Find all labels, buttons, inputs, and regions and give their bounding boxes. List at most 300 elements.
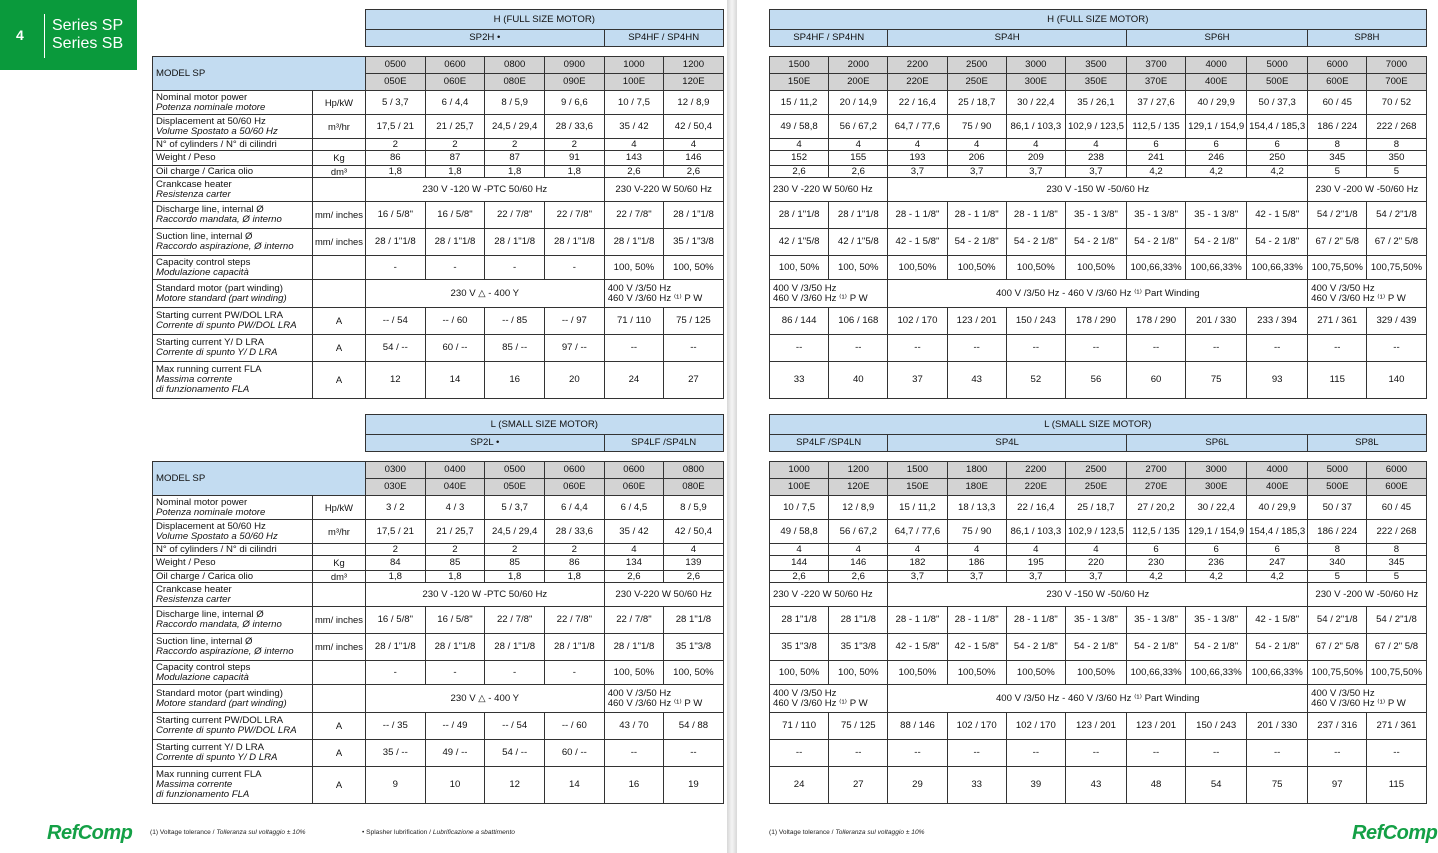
- model-code-e: 150E: [888, 479, 947, 496]
- model-code: 1800: [947, 462, 1006, 479]
- unit-cell: A: [313, 362, 366, 399]
- merged-value-cell: [604, 685, 723, 713]
- model-code: 7000: [1367, 57, 1426, 74]
- value-cell: 2,6: [604, 571, 664, 583]
- model-code-e: 500E: [1247, 74, 1308, 91]
- value-cell: 42 / 1"5/8: [770, 229, 829, 256]
- value-cell: 19: [664, 767, 724, 804]
- value-cell: 22 / 7/8": [604, 607, 664, 634]
- value-cell: 35 - 1 3/8": [1126, 607, 1185, 634]
- spec-row-label: [153, 767, 313, 804]
- value-cell: 25 / 18,7: [947, 91, 1006, 115]
- value-cell: 28 / 1"1/8: [829, 202, 888, 229]
- value-cell: 1,8: [425, 166, 485, 178]
- spec-row: [153, 139, 724, 151]
- model-code: 2500: [947, 57, 1006, 74]
- model-code-e: 050E: [485, 479, 545, 496]
- value-cell: 84: [365, 556, 425, 571]
- value-cell: -- / 49: [425, 713, 485, 740]
- value-cell: 20: [545, 362, 605, 399]
- value-cell: 100,66,33%: [1186, 661, 1247, 685]
- value-cell: 28 / 1"1/8: [770, 202, 829, 229]
- spec-row-label: [153, 202, 313, 229]
- spec-row-label: [153, 280, 313, 308]
- value-cell: 29: [888, 767, 947, 804]
- value-cell: -: [365, 661, 425, 685]
- model-code-e: 100E: [604, 74, 664, 91]
- spec-row: [153, 713, 724, 740]
- value-cell: 87: [485, 151, 545, 166]
- value-cell: 28 1"1/8: [770, 607, 829, 634]
- value-cell: 1,8: [545, 166, 605, 178]
- value-cell: 28 / 33,6: [545, 115, 605, 139]
- spec-row: [153, 256, 724, 280]
- page-gutter: [727, 0, 737, 853]
- model-code-e: 600E: [1367, 479, 1426, 496]
- value-cell: 115: [1367, 767, 1426, 804]
- unit-cell: [313, 583, 366, 607]
- value-cell: 60 / --: [425, 335, 485, 362]
- unit-cell: A: [313, 767, 366, 804]
- model-code-e: 060E: [545, 479, 605, 496]
- value-cell: --: [829, 740, 888, 767]
- model-code-e: 300E: [1006, 74, 1065, 91]
- model-code-e: 040E: [425, 479, 485, 496]
- model-code: 1500: [770, 57, 829, 74]
- value-cell: 35 1"3/8: [770, 634, 829, 661]
- value-cell: 50 / 37: [1308, 496, 1367, 520]
- model-code: 0600: [545, 462, 605, 479]
- merged-value-line: 230 V -120 W -PTC 50/60 Hz: [422, 588, 548, 600]
- value-cell: 28 / 1"1/8: [604, 229, 664, 256]
- value-cell: --: [1065, 335, 1126, 362]
- value-cell: 56 / 67,2: [829, 520, 888, 544]
- value-cell: 100, 50%: [664, 661, 724, 685]
- value-cell: 329 / 439: [1367, 308, 1426, 335]
- model-code: 0400: [425, 462, 485, 479]
- spec-row-label: [153, 139, 313, 151]
- footnote-lubrification-it: Lubrificazione a sbattimento: [432, 829, 515, 836]
- value-cell: 143: [604, 151, 664, 166]
- value-cell: 186: [947, 556, 1006, 571]
- value-cell: 3,7: [947, 166, 1006, 178]
- value-cell: 30 / 22,4: [1006, 91, 1065, 115]
- footnote-lubrification: [362, 829, 515, 836]
- model-code-e: 030E: [365, 479, 425, 496]
- spec-row: [153, 767, 724, 804]
- spec-row: [153, 178, 724, 202]
- model-code: 0500: [485, 462, 545, 479]
- value-cell: --: [1367, 740, 1426, 767]
- merged-value-line: 230 V △ - 400 Y: [450, 692, 520, 704]
- value-cell: 100,66,33%: [1247, 661, 1308, 685]
- value-cell: 178 / 290: [1126, 308, 1185, 335]
- label-english: Standard motor (part winding): [156, 687, 283, 699]
- value-cell: 4: [770, 139, 829, 151]
- value-cell: 112,5 / 135: [1126, 115, 1185, 139]
- label-english: Oil charge / Carica olio: [156, 165, 254, 177]
- merged-value-line: 230 V -200 W -50/60 Hz: [1315, 588, 1419, 600]
- value-cell: 60 / 45: [1308, 91, 1367, 115]
- merged-value-cell: [1308, 178, 1426, 202]
- merged-value-line: 460 V /3/60 Hz ⁽¹⁾ P W: [1311, 697, 1406, 709]
- label-italian: Corrente di spunto Y/ D LRA: [156, 752, 278, 763]
- value-cell: 5: [1308, 166, 1367, 178]
- spec-row: [153, 362, 724, 399]
- value-cell: 6: [1186, 139, 1247, 151]
- value-cell: 220: [1065, 556, 1126, 571]
- unit-cell: mm/ inches: [313, 229, 366, 256]
- value-cell: 5: [1308, 571, 1367, 583]
- label-italian: Potenza nominale motore: [156, 101, 266, 113]
- value-cell: 123 / 201: [947, 308, 1006, 335]
- value-cell: 340: [1308, 556, 1367, 571]
- value-cell: 16 / 5/8": [425, 607, 485, 634]
- value-cell: 134: [604, 556, 664, 571]
- motor-size-group-header: H (FULL SIZE MOTOR): [365, 10, 723, 30]
- unit-cell: dm³: [313, 166, 366, 178]
- value-cell: 5 / 3,7: [365, 91, 425, 115]
- value-cell: 97: [1308, 767, 1367, 804]
- value-cell: 4: [947, 544, 1006, 556]
- spec-row: [770, 583, 1427, 607]
- model-code: 6000: [1308, 57, 1367, 74]
- value-cell: 28 / 1"1/8: [545, 634, 605, 661]
- value-cell: 195: [1006, 556, 1065, 571]
- model-code-e: 060E: [425, 74, 485, 91]
- value-cell: --: [1308, 740, 1367, 767]
- value-cell: 2,6: [604, 166, 664, 178]
- value-cell: 18 / 13,3: [947, 496, 1006, 520]
- value-cell: --: [664, 335, 724, 362]
- value-cell: 54 - 2 1/8": [1247, 634, 1308, 661]
- value-cell: 8: [1308, 139, 1367, 151]
- value-cell: 8 / 5,9: [485, 91, 545, 115]
- merged-value-cell: [604, 280, 723, 308]
- spec-row: [153, 229, 724, 256]
- spec-row-label: [153, 544, 313, 556]
- merged-value-line: 230 V △ - 400 Y: [450, 287, 520, 299]
- header-gap: [770, 452, 1427, 462]
- value-cell: 100, 50%: [829, 661, 888, 685]
- value-cell: 42 - 1 5/8": [888, 229, 947, 256]
- value-cell: 102 / 170: [947, 713, 1006, 740]
- value-cell: 54 - 2 1/8": [1006, 229, 1065, 256]
- value-cell: 35 / 42: [604, 115, 664, 139]
- spec-row: [770, 362, 1427, 399]
- value-cell: 28 / 1"1/8: [425, 229, 485, 256]
- value-cell: 1,8: [485, 571, 545, 583]
- value-cell: 56 / 67,2: [829, 115, 888, 139]
- value-cell: 6 / 4,5: [604, 496, 664, 520]
- value-cell: 54 / 2"1/8: [1367, 607, 1426, 634]
- merged-value-line: 460 V /3/60 Hz ⁽¹⁾ P W: [773, 292, 868, 304]
- spec-row-label: [153, 362, 313, 399]
- spec-row: [770, 139, 1427, 151]
- value-cell: 154,4 / 185,3: [1247, 115, 1308, 139]
- value-cell: 2,6: [770, 166, 829, 178]
- unit-cell: A: [313, 335, 366, 362]
- value-cell: 33: [947, 767, 1006, 804]
- label-english: N° of cylinders / N° di cilindri: [156, 138, 277, 150]
- label-english: Crankcase heater: [156, 178, 232, 190]
- model-sp-label: MODEL SP: [153, 462, 366, 496]
- value-cell: 2,6: [770, 571, 829, 583]
- value-cell: 24: [770, 767, 829, 804]
- section-number: 4: [16, 27, 24, 43]
- model-code-e: 150E: [770, 74, 829, 91]
- value-cell: 64,7 / 77,6: [888, 115, 947, 139]
- value-cell: 100, 50%: [770, 256, 829, 280]
- merged-value-cell: [604, 178, 723, 202]
- motor-size-group-header: L (SMALL SIZE MOTOR): [770, 415, 1427, 435]
- value-cell: 2,6: [664, 166, 724, 178]
- spec-row: [770, 91, 1427, 115]
- value-cell: --: [1367, 335, 1426, 362]
- value-cell: --: [1247, 740, 1308, 767]
- value-cell: 129,1 / 154,9: [1186, 115, 1247, 139]
- section-tab-divider: [44, 14, 45, 58]
- table-sp4h-sp8h-full-size: [769, 9, 1427, 399]
- spec-row: [770, 335, 1427, 362]
- value-cell: --: [604, 335, 664, 362]
- value-cell: 6 / 4,4: [545, 496, 605, 520]
- value-cell: 27 / 20,2: [1126, 496, 1185, 520]
- label-english: Nominal motor power: [156, 496, 248, 508]
- value-cell: 12 / 8,9: [664, 91, 724, 115]
- unit-cell: m³/hr: [313, 115, 366, 139]
- value-cell: 2: [425, 139, 485, 151]
- model-code: 1000: [770, 462, 829, 479]
- value-cell: 35 - 1 3/8": [1126, 202, 1185, 229]
- merged-value-line: 400 V /3/50 Hz - 460 V /3/60 Hz ⁽¹⁾ Part Winding: [995, 287, 1200, 299]
- series-header-sp8l: SP8L: [1308, 435, 1426, 452]
- value-cell: --: [1126, 335, 1185, 362]
- spec-row: [770, 556, 1427, 571]
- model-code: 0300: [365, 462, 425, 479]
- spec-row: [770, 634, 1427, 661]
- value-cell: 100,50%: [888, 256, 947, 280]
- value-cell: 100,75,50%: [1367, 256, 1426, 280]
- value-cell: 71 / 110: [770, 713, 829, 740]
- value-cell: 150 / 243: [1006, 308, 1065, 335]
- value-cell: 4,2: [1186, 571, 1247, 583]
- label-english: Capacity control steps: [156, 661, 251, 673]
- value-cell: 85: [425, 556, 485, 571]
- header-spacer: [153, 10, 366, 30]
- value-cell: 25 / 18,7: [1065, 496, 1126, 520]
- value-cell: 186 / 224: [1308, 115, 1367, 139]
- value-cell: 35 1"3/8: [829, 634, 888, 661]
- value-cell: 35 - 1 3/8": [1065, 607, 1126, 634]
- series-header-sp6l: SP6L: [1126, 435, 1307, 452]
- value-cell: 1,8: [365, 166, 425, 178]
- value-cell: -- / 54: [485, 713, 545, 740]
- spec-row: [153, 685, 724, 713]
- value-cell: 16: [604, 767, 664, 804]
- model-code-e: 250E: [1065, 479, 1126, 496]
- value-cell: 4,2: [1247, 571, 1308, 583]
- value-cell: 3,7: [888, 571, 947, 583]
- merged-value-line: 230 V-220 W 50/60 Hz: [615, 183, 712, 195]
- value-cell: --: [888, 335, 947, 362]
- value-cell: 27: [829, 767, 888, 804]
- unit-cell: dm³: [313, 571, 366, 583]
- value-cell: 102,9 / 123,5: [1065, 115, 1126, 139]
- spec-row-label: [153, 335, 313, 362]
- value-cell: 40 / 29,9: [1247, 496, 1308, 520]
- value-cell: 21 / 25,7: [425, 520, 485, 544]
- spec-row: [770, 607, 1427, 634]
- model-code-e: 270E: [1126, 479, 1185, 496]
- spec-row-label: [153, 661, 313, 685]
- label-english: Suction line, internal Ø: [156, 636, 253, 647]
- value-cell: 106 / 168: [829, 308, 888, 335]
- value-cell: 5: [1367, 166, 1426, 178]
- spec-row: [770, 166, 1427, 178]
- model-code: 4000: [1247, 462, 1308, 479]
- value-cell: 237 / 316: [1308, 713, 1367, 740]
- value-cell: --: [1308, 335, 1367, 362]
- value-cell: 43 / 70: [604, 713, 664, 740]
- spec-row: [770, 661, 1427, 685]
- value-cell: 100,75,50%: [1308, 661, 1367, 685]
- value-cell: 222 / 268: [1367, 520, 1426, 544]
- value-cell: 144: [770, 556, 829, 571]
- label-english: Weight / Peso: [156, 557, 216, 568]
- spec-row: [153, 740, 724, 767]
- value-cell: 100,75,50%: [1308, 256, 1367, 280]
- value-cell: 28 / 1"1/8: [425, 634, 485, 661]
- value-cell: 15 / 11,2: [888, 496, 947, 520]
- model-code: 1200: [829, 462, 888, 479]
- value-cell: 2: [545, 139, 605, 151]
- merged-value-cell: [770, 583, 888, 607]
- value-cell: 345: [1367, 556, 1426, 571]
- model-code-e: 120E: [829, 479, 888, 496]
- value-cell: 129,1 / 154,9: [1186, 520, 1247, 544]
- merged-value-cell: [770, 280, 888, 308]
- model-code: 0500: [365, 57, 425, 74]
- value-cell: 2: [485, 544, 545, 556]
- value-cell: 17,5 / 21: [365, 115, 425, 139]
- spec-row-label: [153, 256, 313, 280]
- value-cell: -: [485, 256, 545, 280]
- model-code-e: 370E: [1126, 74, 1185, 91]
- label-italian: Massima corrente: [156, 779, 233, 790]
- value-cell: 35 1"3/8: [664, 634, 724, 661]
- label-italian: Modulazione capacità: [156, 671, 249, 683]
- value-cell: 28 - 1 1/8": [947, 607, 1006, 634]
- unit-cell: mm/ inches: [313, 634, 366, 661]
- value-cell: 4: [829, 139, 888, 151]
- value-cell: 8: [1367, 544, 1426, 556]
- spec-row-label: [153, 151, 313, 166]
- unit-cell: A: [313, 740, 366, 767]
- value-cell: 112,5 / 135: [1126, 520, 1185, 544]
- unit-cell: Kg: [313, 556, 366, 571]
- spec-row-label: [153, 115, 313, 139]
- value-cell: 35 / 1"3/8: [664, 229, 724, 256]
- value-cell: 146: [829, 556, 888, 571]
- model-code-e: 180E: [947, 479, 1006, 496]
- value-cell: 10: [425, 767, 485, 804]
- label-italian: Motore standard (part winding): [156, 697, 287, 709]
- value-cell: -- / 97: [545, 308, 605, 335]
- value-cell: 9: [365, 767, 425, 804]
- merged-value-cell: [888, 583, 1308, 607]
- model-code: 2200: [888, 57, 947, 74]
- spec-row: [153, 151, 724, 166]
- value-cell: -- / 85: [485, 308, 545, 335]
- spec-row-label: [153, 713, 313, 740]
- value-cell: 49 / 58,8: [770, 520, 829, 544]
- value-cell: 102 / 170: [1006, 713, 1065, 740]
- label-italian: di funzionamento FLA: [156, 789, 250, 800]
- value-cell: 247: [1247, 556, 1308, 571]
- value-cell: 4: [888, 544, 947, 556]
- value-cell: 201 / 330: [1186, 308, 1247, 335]
- value-cell: 233 / 394: [1247, 308, 1308, 335]
- merged-value-line: 460 V /3/60 Hz ⁽¹⁾ P W: [773, 697, 868, 709]
- value-cell: 54 / 2"1/8: [1308, 202, 1367, 229]
- value-cell: 102,9 / 123,5: [1065, 520, 1126, 544]
- spec-row: [153, 634, 724, 661]
- value-cell: 28 - 1 1/8": [1006, 607, 1065, 634]
- series-header-sp4lf-sp4ln: SP4LF /SP4LN: [604, 435, 723, 452]
- model-code-e: 100E: [770, 479, 829, 496]
- value-cell: 3,7: [1065, 571, 1126, 583]
- value-cell: 21 / 25,7: [425, 115, 485, 139]
- value-cell: 1,8: [365, 571, 425, 583]
- unit-cell: [313, 256, 366, 280]
- footnote-voltage-right-it: Tolleranza sul voltaggio ± 10%: [835, 829, 925, 836]
- spec-row: [770, 280, 1427, 308]
- value-cell: 250: [1247, 151, 1308, 166]
- model-code-e: 060E: [604, 479, 664, 496]
- unit-cell: A: [313, 713, 366, 740]
- spec-row: [153, 661, 724, 685]
- model-code-e: 200E: [829, 74, 888, 91]
- value-cell: 6: [1126, 544, 1185, 556]
- refcomp-logo-left: RefComp: [47, 822, 133, 844]
- value-cell: 182: [888, 556, 947, 571]
- footnote-voltage-left: [150, 829, 306, 836]
- value-cell: 37: [888, 362, 947, 399]
- value-cell: 12: [365, 362, 425, 399]
- value-cell: 10 / 7,5: [770, 496, 829, 520]
- value-cell: 4: [947, 139, 1006, 151]
- label-italian: Motore standard (part winding): [156, 292, 287, 304]
- value-cell: 2,6: [829, 571, 888, 583]
- value-cell: -: [485, 661, 545, 685]
- value-cell: 3,7: [947, 571, 1006, 583]
- value-cell: 42 / 50,4: [664, 115, 724, 139]
- value-cell: 75 / 90: [947, 520, 1006, 544]
- motor-size-group-header: L (SMALL SIZE MOTOR): [365, 415, 723, 435]
- model-code-e: 500E: [1308, 479, 1367, 496]
- footnote-lubrification-en: • Splasher lubrification /: [362, 829, 433, 836]
- spec-row-label: [153, 178, 313, 202]
- header-gap: [153, 452, 724, 462]
- value-cell: 33: [770, 362, 829, 399]
- model-code-e: 700E: [1367, 74, 1426, 91]
- label-italian: Resistenza carter: [156, 188, 231, 200]
- value-cell: 100,66,33%: [1126, 256, 1185, 280]
- value-cell: 100, 50%: [604, 661, 664, 685]
- spec-row: [153, 202, 724, 229]
- label-english: Starting current Y/ D LRA: [156, 742, 265, 753]
